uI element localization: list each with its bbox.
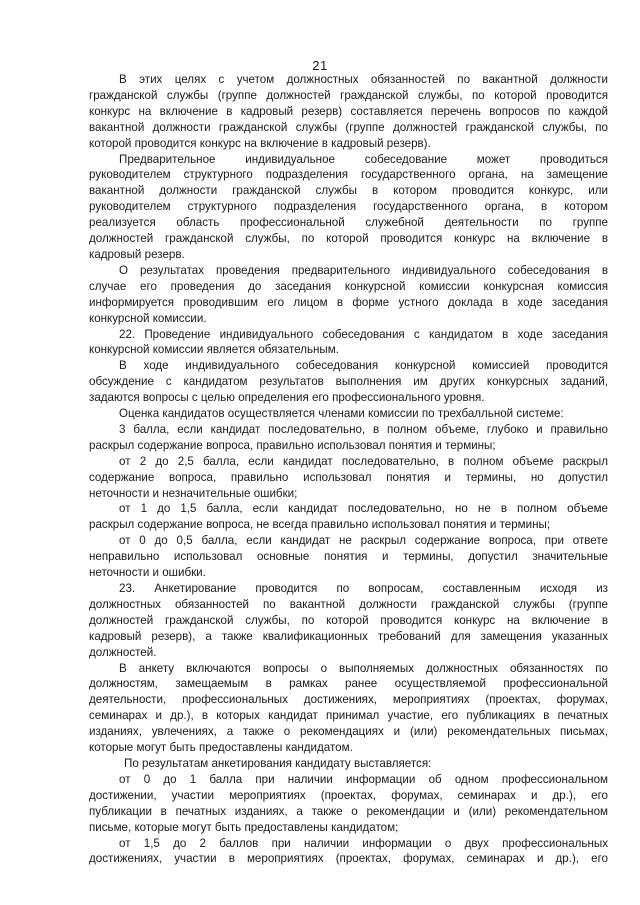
text-line: достижении, участии мероприятиях (проектах, форумах, семинарах и др.), его [89,788,608,802]
text-line: конкурсной комиссии является обязательным. [89,343,339,357]
paragraph [89,454,608,502]
paragraph [89,533,608,581]
text-line: задаются вопросы с целью определения его профессионального уровня. [89,391,485,405]
text-line: семинарах и др.), в которых кандидат принимал участие, его публикациях в печатных [89,709,608,723]
text-line: Предварительное индивидуальное собеседование может проводиться [119,152,608,166]
text-line: кадровый резерв), а также квалификационных требований для замещения указанных [89,629,608,643]
paragraph [89,772,608,836]
text-line: 22. Проведение индивидуального собеседования с кандидатом в ходе заседания [119,327,608,341]
document-body [89,72,608,867]
text-line: от 1 до 1,5 балла, если кандидат последовательно, но не в полном объеме [119,502,608,516]
text-line: гражданской службы (группе должностей гражданской службы, по которой проводится [89,88,608,102]
text-line: от 0 до 0,5 балла, если кандидат не раскрыл содержание вопроса, при ответе [119,534,608,548]
paragraph [89,263,608,327]
text-line: руководителем структурного подразделения государственного органа, в котором [89,200,608,214]
text-line: В анкету включаются вопросы о выполняемых должностных обязанностях по [119,661,608,675]
text-line: обсуждение с кандидатом результатов выполнения им других конкурсных заданий, [89,375,608,389]
text-line: В этих целях с учетом должностных обязанностей по вакантной должности [119,73,608,86]
text-line: должностям, замещаемым в рамках ранее осуществляемой профессиональной [89,677,608,691]
paragraph [89,422,608,454]
paragraph [89,327,608,359]
text-line: информируется проводившим его лицом в форме устного доклада в ходе заседания [89,295,608,309]
paragraph [89,72,608,152]
text-line: от 1,5 до 2 баллов при наличии информации о двух профессиональных [119,836,608,850]
text-line: вакантной должности гражданской службы (группе должностей гражданской службы, по [89,120,608,134]
text-line: от 0 до 1 балла при наличии информации об одном профессиональном [119,772,608,786]
page-number: 21 [312,58,328,73]
text-line: публикации в печатных изданиях, а также о рекомендации и (или) рекомендательном [89,804,608,818]
text-line: должностных обязанностей по вакантной должности гражданской службы (группе [89,597,608,611]
text-line: вакантной должности гражданской службы в котором проводится конкурс, или [89,184,608,198]
text-line: раскрыл содержание вопроса, правильно использовал понятия и термины; [89,438,496,452]
text-line: которой проводится конкурс на включение в кадровый резерв). [89,136,431,150]
text-line: неточности и незначительные ошибки; [89,486,298,500]
paragraph [89,358,608,406]
text-line: раскрыл содержание вопроса, не всегда правильно использовал понятия и термины; [89,518,551,532]
paragraph [89,406,608,422]
text-line: должностей гражданской службы, по которой проводится конкурс на включение в [89,232,608,246]
text-line: изданиях, увлечениях, а также о рекомендациях и (или) рекомендательных письмах, [89,725,608,739]
text-line: неправильно использовал основные понятия и термины, допустил значительные [89,550,608,564]
paragraph [89,501,608,533]
text-line: достижениях, участии в мероприятиях (проектах, форумах, семинарах и др.), его [89,852,608,866]
text-line: случае его проведения до заседания конкурсной комиссии конкурсная комиссия [89,279,608,293]
text-line: Оценка кандидатов осуществляется членами комиссии по трехбалльной системе: [119,407,564,421]
text-line: неточности и ошибки. [89,566,206,580]
text-line: кадровый резерв. [89,247,185,261]
text-line: О результатах проведения предварительного индивидуального собеседования в [119,263,608,277]
text-line: 3 балла, если кандидат последовательно, в полном объеме, глубоко и правильно [119,422,608,436]
text-line: письме, которые могут быть предоставлены кандидатом; [89,820,399,834]
text-line: В ходе индивидуального собеседования конкурсной комиссией проводится [119,359,608,373]
text-line: от 2 до 2,5 балла, если кандидат последовательно, в полном объеме раскрыл [119,454,608,468]
text-line: По результатам анкетирования кандидату выставляется: [124,756,432,770]
text-line: содержание вопроса, правильно использовал понятия и термины, но допустил [89,470,608,484]
paragraph [89,661,608,756]
text-line: 23. Анкетирование проводится по вопросам, составленным исходя из [119,582,608,595]
text-line: деятельности, профессиональных достижениях, мероприятиях (проектах, форумах, [89,693,608,707]
text-line: которые могут быть предоставлены кандидатом. [89,741,353,755]
text-line: должностей. [89,645,157,659]
text-line: конкурс на включение в кадровый резерв) составляется перечень вопросов по каждой [89,104,608,118]
text-line: реализуется область профессиональной служебной деятельности по группе [89,216,608,230]
text-line: конкурсной комиссии. [89,311,207,325]
text-line: должностей гражданской службы, по которой проводится конкурс на включение в [89,613,608,627]
paragraph [89,756,608,772]
paragraph [89,581,608,661]
text-line: руководителем структурного подразделения государственного органа, на замещение [89,168,608,182]
paragraph [89,152,608,263]
paragraph [89,836,608,868]
